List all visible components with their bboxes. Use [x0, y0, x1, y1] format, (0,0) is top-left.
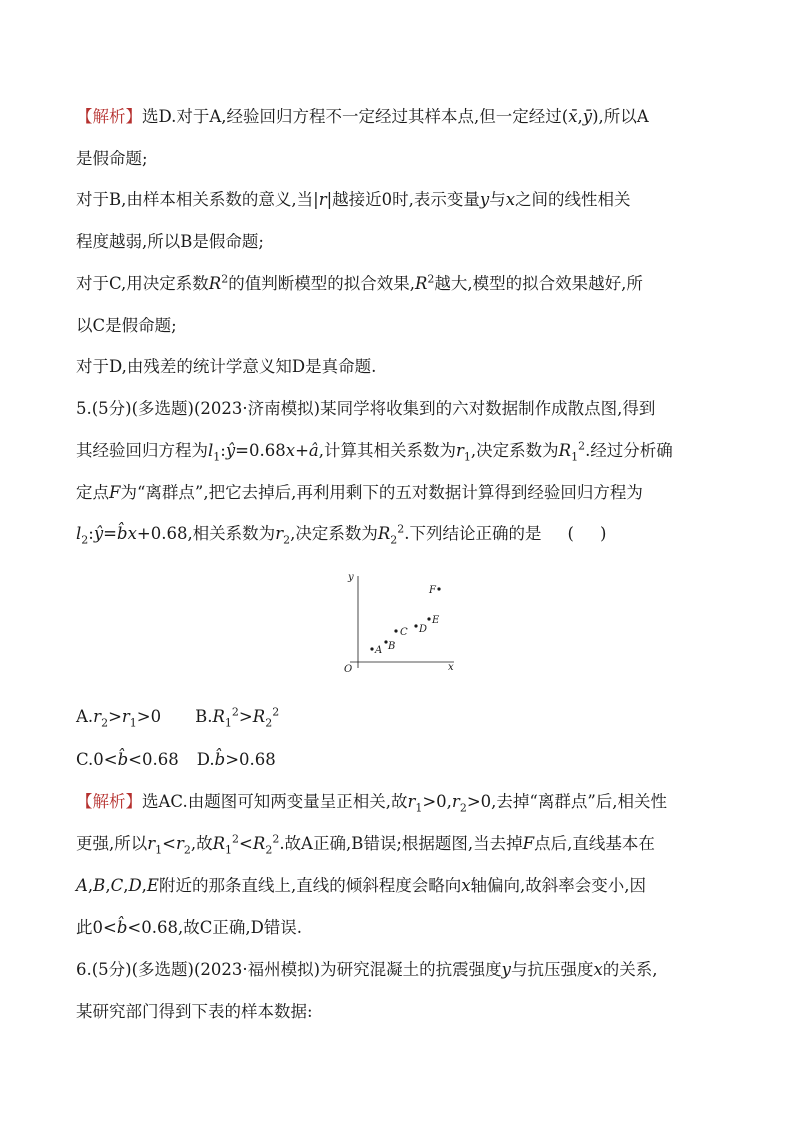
point-a [370, 647, 373, 650]
point-e-label: E [432, 615, 440, 626]
point-b-label: B [388, 641, 396, 652]
line-17: 此0<b̂<0.68,故C正确,D错误. [76, 918, 303, 937]
point-c-label: C [400, 627, 408, 638]
scatter-figure [330, 568, 470, 678]
line-2: 是假命题; [76, 149, 148, 168]
option-cd: C.0<b̂<0.68 D.b̂>0.68 [76, 750, 276, 769]
point-f [437, 587, 440, 590]
line-15: 更强,所以$r_1<r_2$,故$R_1^2<R_2^2$.故A正确,B错误;根据题图,当去掉F点后,直线基本在 [76, 832, 655, 857]
point-d [414, 624, 417, 627]
line-8: 5.(5分)(多选题)(2023·济南模拟)某同学将收集到的六对数据制作成散点图,得到 [76, 399, 656, 418]
point-a-label: A [375, 645, 383, 656]
x-axis-label: x [448, 662, 454, 673]
line-7: 对于D,由残差的统计学意义知D是真命题. [76, 357, 377, 376]
point-f-label: F [429, 585, 436, 596]
line-6: 以C是假命题; [76, 316, 177, 335]
y-axis-label: y [348, 572, 354, 583]
line-3: 对于B,由样本相关系数的意义,当|r|越接近0时,表示变量y与x之间的线性相关 [76, 190, 631, 209]
origin-label: O [344, 664, 353, 675]
point-d-label: D [419, 624, 428, 635]
option-ab: $A.r_2>r_1>0$ $B.R_1^2>R_2^2$ [76, 705, 280, 730]
line-11: $l_2:ŷ=b̂x+0.68$,相关系数为$r_2$,决定系数为$R_2^2$.下列结论正确的是 ( ) [76, 522, 607, 547]
line-19: 某研究部门得到下表的样本数据: [76, 1002, 313, 1021]
line-9: 其经验回归方程为$l_1:ŷ=0.68x+â$,计算其相关系数为$r_1$,决定系数为$R_1^2$.经过分析确 [76, 439, 673, 464]
line-4: 程度越弱,所以B是假命题; [76, 232, 264, 251]
line-16: A,B,C,D,E附近的那条直线上,直线的倾斜程度会略向x轴偏向,故斜率会变小,因 [76, 876, 647, 895]
point-e [427, 617, 430, 620]
line-1: 【解析】选D.对于A,经验回归方程不一定经过其样本点,但一定经过(x̄,ȳ),所以A [76, 107, 649, 126]
line-14: 【解析】选AC.由题图可知两变量呈正相关,故$r_1>0,r_2>0$,去掉“离群点”后,相关性 [76, 792, 667, 815]
line-5: 对于C,用决定系数$R^2$的值判断模型的拟合效果$,R^2$越大,模型的拟合效果越好,所 [76, 272, 643, 293]
point-c [394, 629, 397, 632]
line-18: 6.(5分)(多选题)(2023·福州模拟)为研究混凝土的抗震强度y与抗压强度x的关系, [76, 960, 658, 979]
line-10: 定点F为“离群点”,把它去掉后,再利用剩下的五对数据计算得到经验回归方程为 [76, 483, 643, 502]
